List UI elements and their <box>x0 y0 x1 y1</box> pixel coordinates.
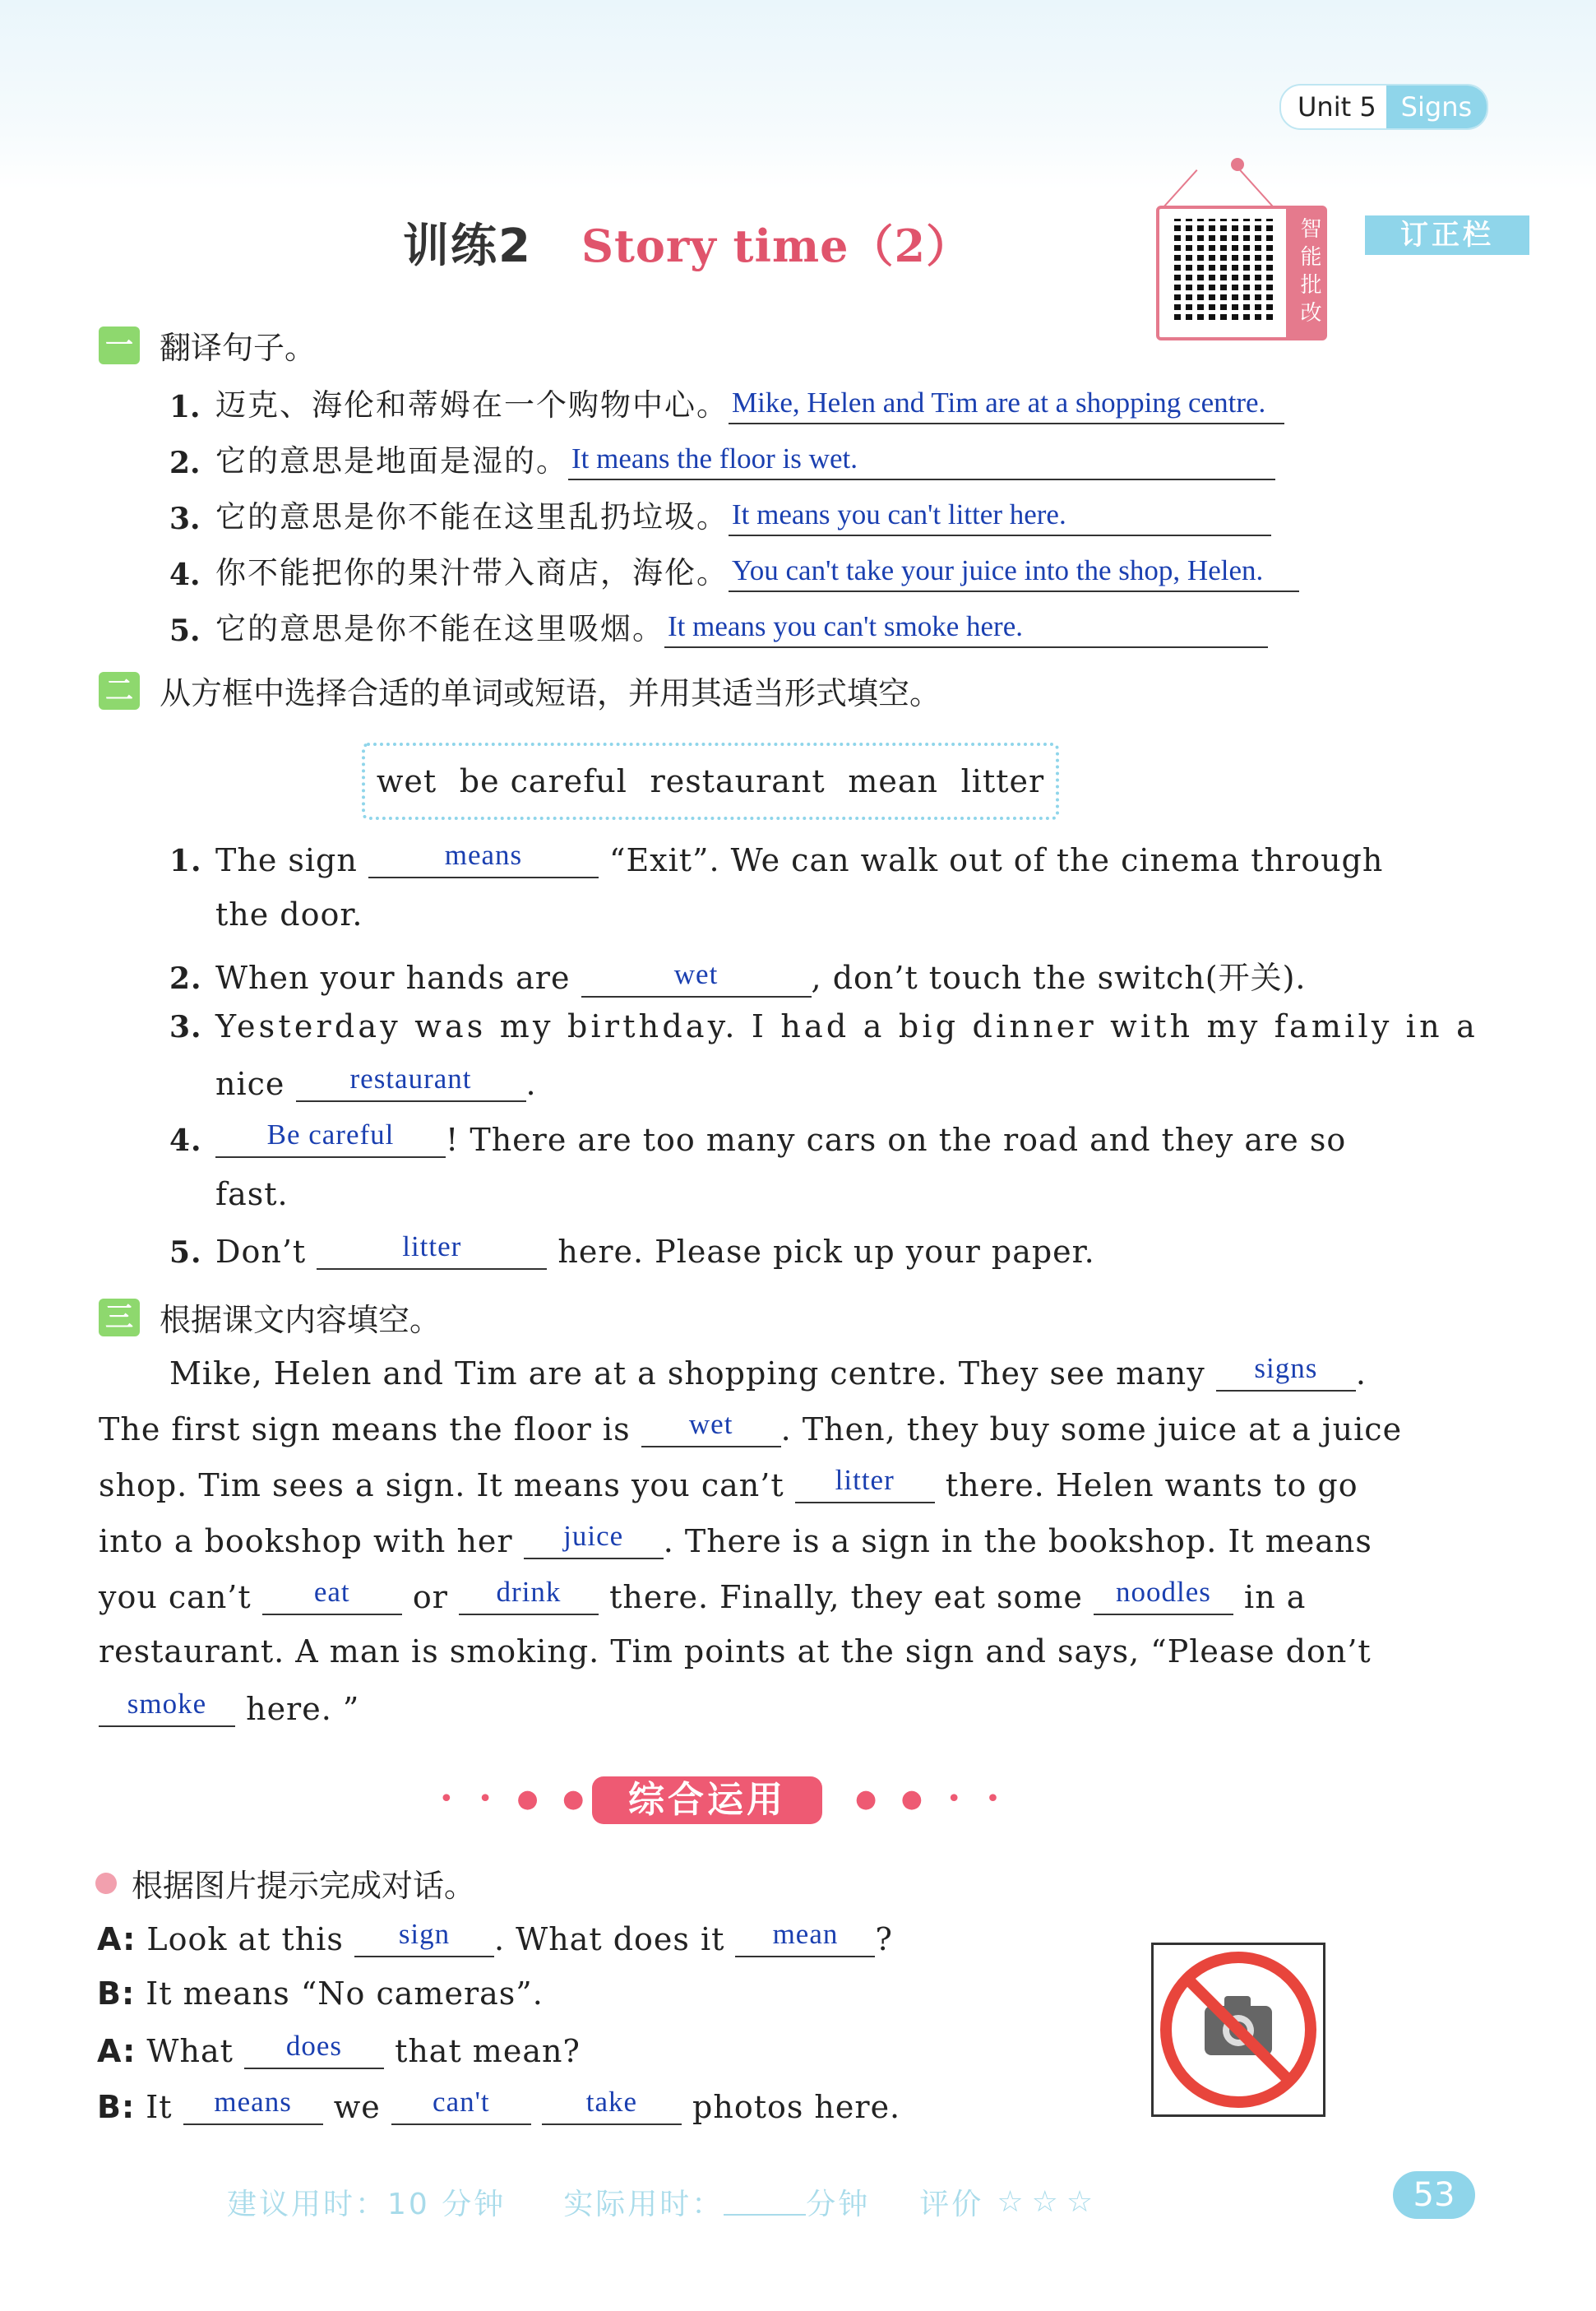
fill-blank[interactable]: drink <box>459 1577 599 1615</box>
fill-blank[interactable]: means <box>183 2087 323 2125</box>
title-en: Story time（2） <box>581 219 972 272</box>
fill-blank[interactable]: means <box>368 841 599 878</box>
passage-line-7: smoke here. ” <box>99 1689 359 1727</box>
list-item: 4. 你不能把你的果汁带入商店，海伦。 You can't take your juice into the shop, Helen. <box>169 548 1299 592</box>
correction-column-label: 订正栏 <box>1365 215 1529 255</box>
section3-badge: 三 <box>99 1299 140 1336</box>
rating-label: 评价 <box>919 2188 984 2221</box>
passage-line-3: shop. Tim sees a sign. It means you can’t litter there. Helen wants to go <box>99 1464 1358 1503</box>
actual-time-input[interactable] <box>724 2189 806 2216</box>
list-item: 2. 它的意思是地面是湿的。 It means the floor is wet. <box>169 436 1275 480</box>
dialogue-line-4: B: It means we can't take photos here. <box>97 2086 901 2125</box>
section3-title: 根据课文内容填空。 <box>160 1302 442 1338</box>
section2-title: 从方框中选择合适的单词或短语，并用其适当形式填空。 <box>160 675 941 711</box>
dialogue-line-2: B: It means “No cameras”. <box>97 1975 544 2012</box>
answer-line[interactable]: Mike, Helen and Tim are at a shopping centre. <box>729 385 1284 424</box>
word-option: wet <box>376 763 437 799</box>
fill-blank[interactable]: signs <box>1216 1354 1356 1392</box>
dialogue-line-1: A: Look at this sign . What does it mean ? <box>97 1918 893 1957</box>
list-item: 3. 它的意思是你不能在这里乱扔垃圾。 It means you can't litter here. <box>169 492 1271 536</box>
question-3-cont: nice restaurant . <box>215 1063 537 1102</box>
title-cn: 训练2 <box>403 220 532 273</box>
fill-blank[interactable]: eat <box>262 1577 402 1615</box>
dialogue-line-3: A: What does that mean? <box>97 2030 581 2069</box>
passage-line-1: Mike, Helen and Tim are at a shopping centre. They see many signs . <box>169 1352 1367 1392</box>
qr-pattern-icon <box>1169 219 1274 324</box>
fill-blank[interactable]: wet <box>581 960 812 998</box>
fill-blank[interactable]: smoke <box>99 1689 235 1727</box>
fill-blank[interactable]: does <box>244 2031 384 2069</box>
fill-blank[interactable]: mean <box>735 1920 875 1957</box>
word-option: restaurant <box>650 763 826 799</box>
decor-dots-right: ● ● • • <box>855 1785 1009 1813</box>
section4-heading <box>95 1860 475 1906</box>
fill-blank[interactable]: noodles <box>1094 1577 1233 1615</box>
question-3: 3. Yesterday was my birthday. I had a big dinner with my family in a <box>169 1008 1478 1044</box>
fill-blank[interactable]: juice <box>524 1521 664 1559</box>
fill-blank[interactable]: restaurant <box>296 1064 526 1102</box>
word-option: litter <box>960 763 1045 799</box>
actual-time-unit: 分钟 <box>806 2188 871 2221</box>
qr-code[interactable] <box>1156 206 1327 340</box>
footer <box>227 2181 1101 2223</box>
decor-dots-left: • • ● ● <box>439 1785 593 1813</box>
question-1: 1. The sign means “Exit”. We can walk out of the cinema through <box>169 839 1384 878</box>
question-1-cont: the door. <box>215 896 363 933</box>
actual-time-label: 实际用时： <box>563 2188 724 2221</box>
answer-line[interactable]: It means you can't litter here. <box>729 497 1271 536</box>
fill-blank[interactable]: sign <box>354 1920 494 1957</box>
question-2: 2. When your hands are wet , don’t touch the switch(开关). <box>169 958 1307 996</box>
fill-blank[interactable]: take <box>542 2087 682 2125</box>
answer-line[interactable]: You can't take your juice into the shop, Helen. <box>729 553 1299 592</box>
qr-label: 智能批改 <box>1286 209 1324 337</box>
rating-stars-icon[interactable]: ☆☆☆ <box>997 2185 1102 2219</box>
answer-line[interactable]: It means the floor is wet. <box>568 441 1275 480</box>
section1-heading <box>99 322 316 368</box>
section1-title: 翻译句子。 <box>160 330 317 366</box>
fill-blank[interactable]: litter <box>317 1232 547 1270</box>
fill-blank[interactable]: wet <box>641 1410 781 1447</box>
question-4: 4. Be careful ! There are too many cars on the road and they are so <box>169 1118 1347 1158</box>
unit-label: Unit 5 <box>1298 91 1376 123</box>
section1-badge: 一 <box>99 327 140 364</box>
section4-title: 根据图片提示完成对话。 <box>132 1868 476 1904</box>
passage-line-2: The first sign means the floor is wet . Then, they buy some juice at a juice <box>99 1408 1403 1447</box>
comprehensive-banner: 综合运用 <box>592 1776 822 1824</box>
word-option: mean <box>848 763 938 799</box>
passage-line-5: you can’t eat or drink there. Finally, they eat some noodles in a <box>99 1576 1307 1615</box>
fill-blank[interactable]: can't <box>391 2087 531 2125</box>
section2-heading <box>99 668 941 713</box>
page-title <box>403 210 971 276</box>
passage-line-6: restaurant. A man is smoking. Tim points at the sign and says, “Please don’t <box>99 1633 1372 1670</box>
suggested-time: 建议用时：10 分钟 <box>227 2188 507 2221</box>
page-number: 53 <box>1393 2171 1475 2219</box>
section2-badge: 二 <box>99 672 140 710</box>
list-item: 1. 迈克、海伦和蒂姆在一个购物中心。 Mike, Helen and Tim are at a shopping centre. <box>169 380 1284 424</box>
list-item: 5. 它的意思是你不能在这里吸烟。 It means you can't smoke here. <box>169 604 1268 648</box>
section3-heading <box>99 1294 441 1340</box>
no-camera-icon <box>1154 1945 1323 2114</box>
question-5: 5. Don’t litter here. Please pick up your paper. <box>169 1230 1095 1270</box>
bullet-icon <box>95 1873 117 1894</box>
unit-tab <box>1279 84 1488 130</box>
fill-blank[interactable]: Be careful <box>215 1120 446 1158</box>
unit-topic: Signs <box>1386 86 1487 128</box>
question-4-cont: fast. <box>215 1176 289 1212</box>
word-box <box>362 743 1059 820</box>
fill-blank[interactable]: litter <box>795 1466 935 1503</box>
no-camera-sign <box>1151 1943 1325 2117</box>
passage-line-4: into a bookshop with her juice . There is a sign in the bookshop. It means <box>99 1520 1372 1559</box>
word-option: be careful <box>459 763 627 799</box>
answer-line[interactable]: It means you can't smoke here. <box>664 609 1268 648</box>
